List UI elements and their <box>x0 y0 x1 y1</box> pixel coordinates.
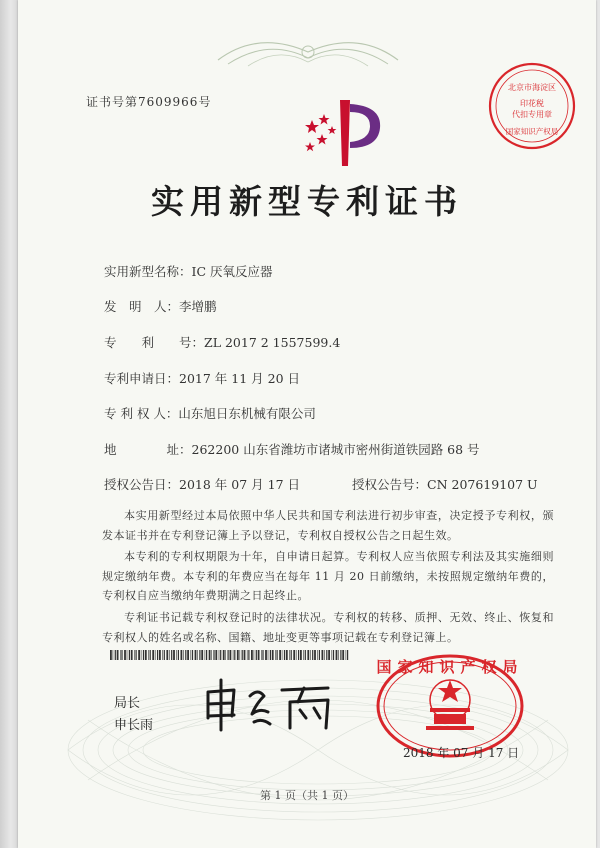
director-title: 局长 <box>114 696 141 711</box>
grant-date-label: 授权公告日： <box>104 477 180 492</box>
notice-paragraph: 本实用新型经过本局依照中华人民共和国专利法进行初步审查，决定授予专利权，颁发本证书并在专利登记簿上予以登记，专利权自授权公告之日起生效。 <box>102 509 554 542</box>
patent-number-label: 专 利 号： <box>104 335 205 350</box>
handwritten-signature-icon <box>198 674 348 734</box>
notice-paragraph: 本专利的专利权期限为十年，自申请日起算。专利权人应当依照专利法及其实施细则规定缴纳年费。本专利的年费应当在每年 11 月 20 日前缴纳，未按照规定缴纳年费的，专利权自应当缴纳年费期满之日起终止。 <box>102 550 554 603</box>
field-utility-model-name <box>104 262 273 280</box>
legal-notice <box>102 506 554 649</box>
inventor-label: 发 明 人： <box>104 299 180 314</box>
utility-model-name-value: IC 厌氧反应器 <box>191 264 273 279</box>
field-grant-number <box>352 475 538 493</box>
certificate-sheet <box>18 0 596 848</box>
filing-date-label: 专利申请日： <box>104 371 180 386</box>
tax-seal-icon <box>486 60 578 152</box>
field-patentee <box>104 404 316 422</box>
utility-model-name-label: 实用新型名称： <box>104 264 192 279</box>
field-filing-date <box>104 369 300 387</box>
address-value: 262200 山东省潍坊市诸城市密州街道铁园路 68 号 <box>191 442 480 457</box>
address-label: 地 址： <box>104 442 192 457</box>
notice-paragraph: 专利证书记载专利权登记时的法律状况。专利权的转移、质押、无效、终止、恢复和专利权人的姓名或名称、国籍、地址变更等事项记载在专利登记簿上。 <box>102 610 554 644</box>
seal-big-text: 国家知识产权局 <box>376 658 524 676</box>
field-grant-date <box>104 475 300 493</box>
filing-date-value: 2017 年 11 月 20 日 <box>179 371 301 386</box>
patentee-value: 山东旭日东机械有限公司 <box>178 406 316 421</box>
seal-small-line-2: 国家知识产权局 <box>505 127 559 136</box>
binding-spine <box>0 0 18 848</box>
patentee-label: 专 利 权 人： <box>104 406 179 421</box>
page-number: 第 1 页（共 1 页） <box>260 789 354 802</box>
seal-small-line-4: 代扣专用章 <box>512 110 552 119</box>
field-patent-number <box>104 333 340 351</box>
field-inventor <box>104 297 217 315</box>
grant-number-value: CN 207619107 U <box>427 477 538 492</box>
field-address <box>104 440 480 458</box>
top-ornament-icon <box>208 30 408 70</box>
barcode-icon <box>110 650 350 660</box>
inventor-value: 李增鹏 <box>179 299 217 314</box>
director-name: 申长雨 <box>114 718 154 733</box>
grant-date-value: 2018 年 07 月 17 日 <box>179 477 301 492</box>
seal-date: 2018 年 07 月 17 日 <box>403 746 520 760</box>
grant-number-label: 授权公告号： <box>352 477 428 492</box>
patent-office-logo-icon <box>298 92 388 172</box>
certificate-title: 实用新型专利证书 <box>151 182 463 221</box>
patent-number-value: ZL 2017 2 1557599.4 <box>204 335 341 350</box>
seal-small-line-1: 北京市海淀区 <box>508 83 556 92</box>
certificate-number: 证书号第7609966号 <box>86 95 212 109</box>
seal-small-line-3: 印花税 <box>520 99 544 108</box>
